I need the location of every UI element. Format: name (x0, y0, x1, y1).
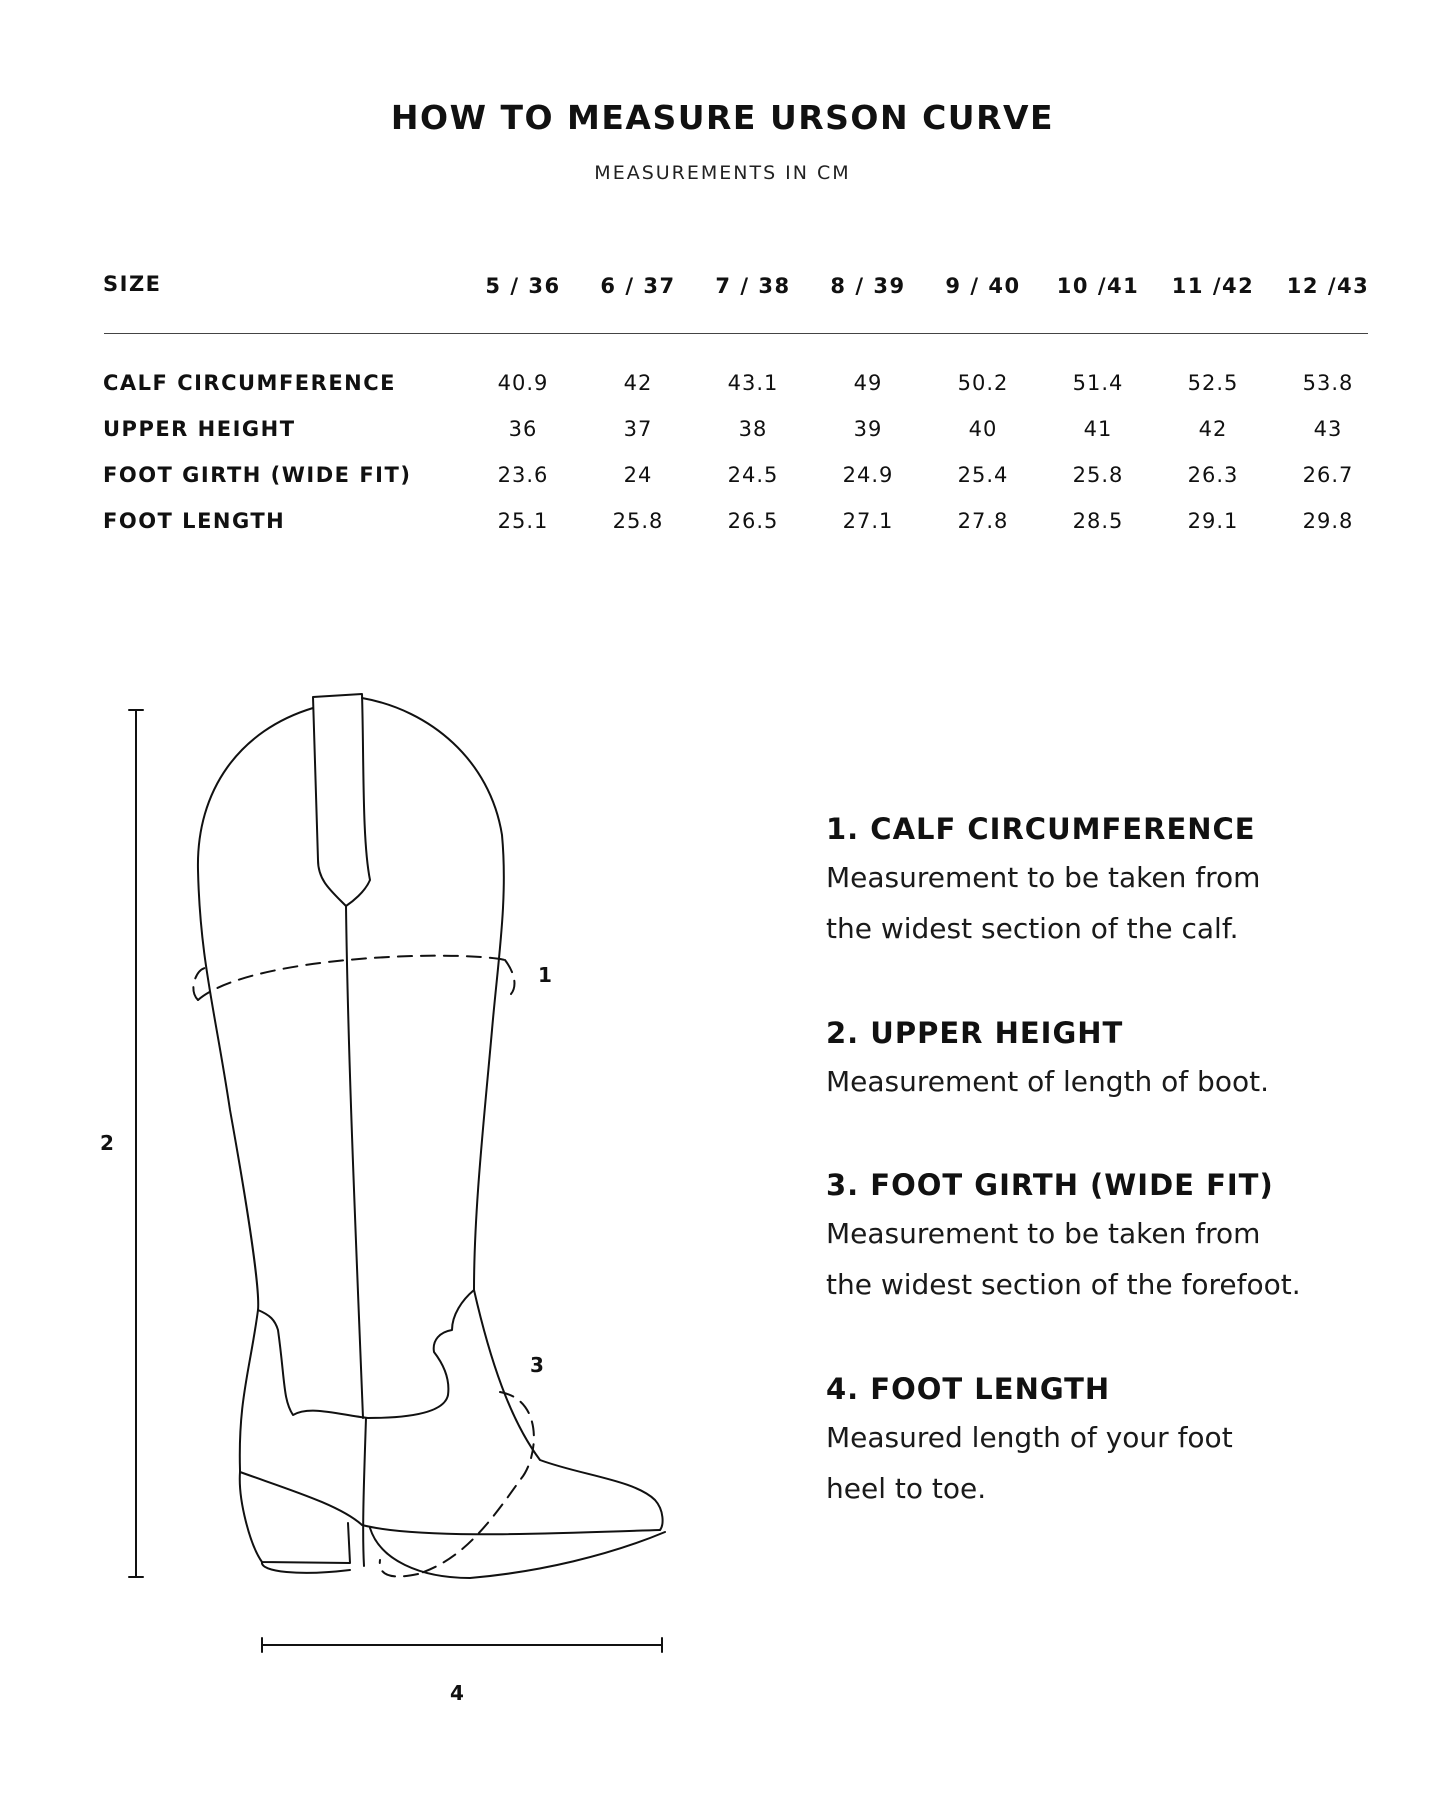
table-cell: 24.9 (842, 463, 894, 487)
table-cell: 24.5 (727, 463, 779, 487)
table-cell: 42 (1198, 417, 1228, 441)
table-cell: 50.2 (957, 371, 1009, 395)
table-cell: 52.5 (1187, 371, 1239, 395)
table-cell: 28.5 (1072, 509, 1124, 533)
table-cell: 24 (623, 463, 653, 487)
height-label: 2 (100, 1131, 114, 1155)
size-header-cell: 12 /43 (1286, 274, 1370, 298)
table-cell: 25.1 (497, 509, 549, 533)
table-cell: 42 (623, 371, 653, 395)
size-header-cell: 11 /42 (1171, 274, 1255, 298)
description-line: Measured length of your foot (826, 1421, 1233, 1454)
description-line: Measurement to be taken from (826, 1217, 1261, 1250)
description-heading: 1. CALF CIRCUMFERENCE (826, 812, 1256, 846)
description-upper-height (826, 1016, 1386, 1107)
table-cell: 25.8 (1072, 463, 1124, 487)
description-text (826, 1056, 1386, 1107)
size-header-cell: 6 / 37 (600, 274, 676, 298)
description-text (826, 1208, 1386, 1310)
description-heading: 4. FOOT LENGTH (826, 1372, 1111, 1406)
calf-label: 1 (538, 963, 552, 987)
table-cell: 29.1 (1187, 509, 1239, 533)
description-calf-circumference (826, 812, 1386, 954)
boot-outline-icon (198, 694, 665, 1578)
description-line: heel to toe. (826, 1472, 987, 1505)
girth-label: 3 (530, 1353, 544, 1377)
length-label: 4 (450, 1681, 464, 1705)
row-label-upper-height: UPPER HEIGHT (103, 417, 296, 441)
size-header-cell: 10 /41 (1056, 274, 1140, 298)
table-cell: 53.8 (1302, 371, 1354, 395)
calf-measure-dashed-line (193, 956, 514, 1000)
description-line: the widest section of the calf. (826, 912, 1239, 945)
table-cell: 37 (623, 417, 653, 441)
description-text (826, 852, 1386, 954)
size-header-cell: 9 / 40 (945, 274, 1021, 298)
table-cell: 39 (853, 417, 883, 441)
length-dimension-line (262, 1638, 662, 1652)
size-header-label: SIZE (103, 272, 162, 296)
size-header-cell: 5 / 36 (485, 274, 561, 298)
size-header-cell: 7 / 38 (715, 274, 791, 298)
table-cell: 29.8 (1302, 509, 1354, 533)
table-cell: 26.5 (727, 509, 779, 533)
height-dimension-line (129, 710, 143, 1577)
table-cell: 41 (1083, 417, 1113, 441)
table-cell: 49 (853, 371, 883, 395)
row-label-foot-girth: FOOT GIRTH (WIDE FIT) (103, 463, 412, 487)
description-line: the widest section of the forefoot. (826, 1268, 1301, 1301)
description-foot-length (826, 1372, 1386, 1514)
description-heading: 3. FOOT GIRTH (WIDE FIT) (826, 1168, 1274, 1202)
size-header-cell: 8 / 39 (830, 274, 906, 298)
description-line: Measurement of length of boot. (826, 1065, 1269, 1098)
table-cell: 38 (738, 417, 768, 441)
page-title: HOW TO MEASURE URSON CURVE (390, 98, 1055, 137)
table-cell: 27.8 (957, 509, 1009, 533)
table-cell: 43.1 (727, 371, 779, 395)
description-text (826, 1412, 1386, 1514)
table-cell: 23.6 (497, 463, 549, 487)
table-cell: 27.1 (842, 509, 894, 533)
table-cell: 25.4 (957, 463, 1009, 487)
girth-measure-dashed-line (380, 1392, 534, 1576)
row-label-calf-circumference: CALF CIRCUMFERENCE (103, 371, 396, 395)
table-cell: 51.4 (1072, 371, 1124, 395)
row-label-foot-length: FOOT LENGTH (103, 509, 286, 533)
table-cell: 25.8 (612, 509, 664, 533)
table-cell: 43 (1313, 417, 1343, 441)
table-cell: 36 (508, 417, 538, 441)
table-cell: 40 (968, 417, 998, 441)
description-foot-girth (826, 1168, 1386, 1310)
table-cell: 26.7 (1302, 463, 1354, 487)
table-cell: 40.9 (497, 371, 549, 395)
table-cell: 26.3 (1187, 463, 1239, 487)
description-heading: 2. UPPER HEIGHT (826, 1016, 1124, 1050)
page-subtitle: MEASUREMENTS IN CM (594, 162, 851, 184)
description-line: Measurement to be taken from (826, 861, 1261, 894)
